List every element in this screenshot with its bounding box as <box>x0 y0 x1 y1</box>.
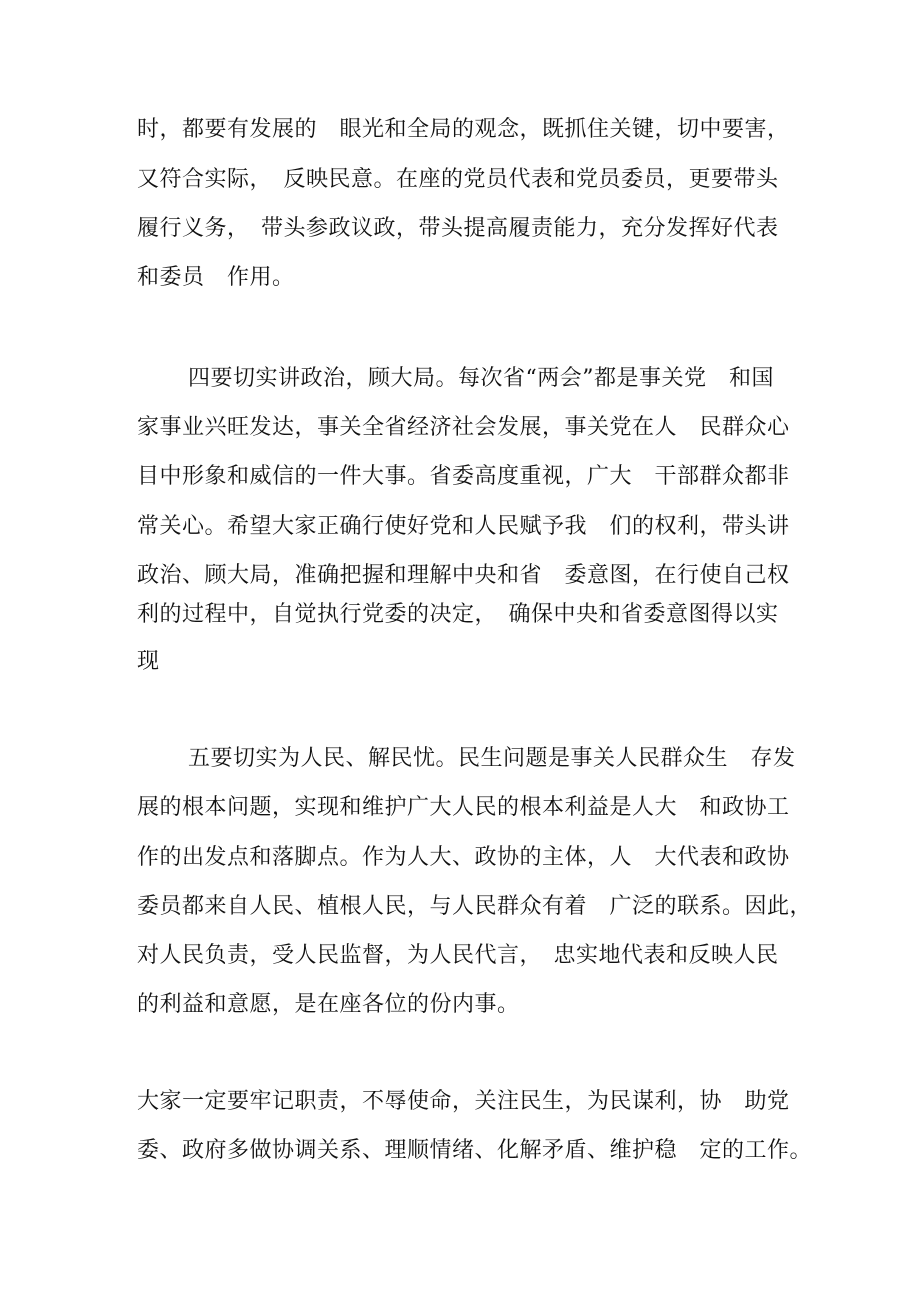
paragraph-3-line-6: 的利益和意愿，是在座各位的份内事。 <box>137 992 520 1017</box>
paragraph-2-line-3: 目中形象和威信的一件大事。省委高度重视，广大 干部群众都非 <box>137 464 790 489</box>
paragraph-1-line-1: 时，都要有发展的 眼光和全局的观念，既抓住关键，切中要害， <box>137 117 790 142</box>
paragraph-3-line-5: 对人民负责，受人民监督，为人民代言， 忠实地代表和反映人民 <box>137 943 779 968</box>
paragraph-2-line-6: 利的过程中，自觉执行党委的决定， 确保中央和省委意图得以实 <box>137 602 779 627</box>
paragraph-2-line-1: 四要切实讲政治，顾大局。每次省“两会”都是事关党 和国 <box>188 366 774 391</box>
paragraph-4-line-2: 委、政府多做协调关系、理顺情绪、化解矛盾、维护稳 定的工作。 <box>137 1138 813 1163</box>
paragraph-1-line-3: 履行义务， 带头参政议政，带头提高履责能力，充分发挥好代表 <box>137 216 779 241</box>
paragraph-1-line-2: 又符合实际， 反映民意。在座的党员代表和党员委员，更要带头 <box>137 167 779 192</box>
paragraph-1-line-4: 和委员 作用。 <box>137 265 295 290</box>
paragraph-3-line-3: 作的出发点和落脚点。作为人大、政协的主体，人 大代表和政协 <box>137 845 790 870</box>
paragraph-3-line-1: 五要切实为人民、解民忧。民生问题是事关人民群众生 存发 <box>188 746 796 771</box>
paragraph-2-line-5: 政治、顾大局，准确把握和理解中央和省 委意图，在行使自己权 <box>137 563 790 588</box>
paragraph-4-line-1: 大家一定要牢记职责，不辱使命，关注民生，为民谋利，协 助党 <box>137 1089 790 1114</box>
paragraph-2-line-4: 常关心。希望大家正确行使好党和人民赋予我 们的权利，带头讲 <box>137 514 790 539</box>
paragraph-2-line-2: 家事业兴旺发达，事关全省经济社会发展，事关党在人 民群众心 <box>137 415 790 440</box>
paragraph-3-line-2: 展的根本问题，实现和维护广大人民的根本利益是人大 和政协工 <box>137 795 790 820</box>
paragraph-2-line-7: 现 <box>137 649 160 674</box>
paragraph-3-line-4: 委员都来自人民、植根人民，与人民群众有着 广泛的联系。因此， <box>137 894 813 919</box>
